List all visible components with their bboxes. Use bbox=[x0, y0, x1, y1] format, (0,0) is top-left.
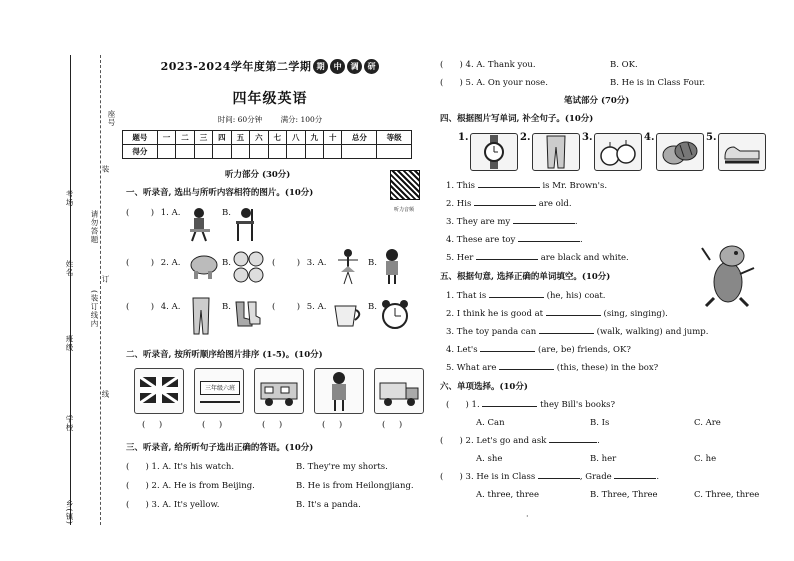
s6-question-tail: . bbox=[597, 436, 600, 446]
s4-prefix: 3. They are my bbox=[446, 217, 511, 227]
blank-input[interactable] bbox=[539, 333, 594, 334]
s4-suffix: is Mr. Brown's. bbox=[542, 181, 608, 191]
s2-paren-2[interactable]: ( ) bbox=[202, 420, 223, 430]
stamp-char: 中 bbox=[330, 59, 345, 74]
blank-input[interactable] bbox=[489, 297, 544, 298]
s4-suffix: are old. bbox=[538, 199, 572, 209]
cup-figure bbox=[332, 300, 364, 330]
binding-margin bbox=[40, 45, 120, 535]
s1-q3 bbox=[272, 258, 326, 268]
s4-item-3 bbox=[446, 217, 578, 227]
s3-option-a: 2. A. He is from Beijing. bbox=[151, 481, 255, 491]
table-header-cell: 九 bbox=[305, 131, 323, 145]
s5-item-2 bbox=[446, 309, 668, 319]
s2-paren-3[interactable]: ( ) bbox=[262, 420, 283, 430]
answer-paren: ) bbox=[296, 258, 301, 268]
table-header-cell: 七 bbox=[268, 131, 286, 145]
socks-figure bbox=[232, 300, 262, 330]
s4-picture-shoes bbox=[718, 133, 766, 171]
left-column bbox=[122, 58, 418, 159]
answer-paren: ) bbox=[150, 258, 155, 268]
blank-input[interactable] bbox=[549, 442, 597, 443]
score-cell[interactable] bbox=[268, 145, 286, 159]
s2-picture-sign bbox=[194, 368, 244, 414]
girl-figure bbox=[380, 248, 404, 286]
s4-item-1 bbox=[446, 181, 607, 191]
s5-prefix: 1. That is bbox=[446, 291, 487, 301]
s2-picture-flag bbox=[134, 368, 184, 414]
table-header-cell: 三 bbox=[194, 131, 212, 145]
bind-char-xian: 线 bbox=[101, 390, 110, 399]
watch-icon bbox=[479, 135, 509, 169]
score-table-row bbox=[123, 145, 412, 159]
s6-q1: ( ) 1. they Bill's books? bbox=[446, 400, 616, 410]
table-header-cell: 十 bbox=[323, 131, 341, 145]
page-mark: · bbox=[526, 512, 529, 521]
option-label: 5. A. bbox=[306, 302, 327, 312]
score-cell[interactable] bbox=[342, 145, 377, 159]
stamp-char: 期 bbox=[313, 59, 328, 74]
s5-suffix: (walk, walking) and jump. bbox=[596, 327, 709, 337]
s6-question: 3. He is in Class bbox=[465, 472, 536, 482]
s4-num-1: 1. bbox=[458, 132, 469, 143]
s6-q3-b[interactable]: B. Three, Three bbox=[590, 490, 658, 500]
s6-q3-c[interactable]: C. Three, three bbox=[694, 490, 760, 500]
s4-suffix: are black and white. bbox=[540, 253, 629, 263]
stamp-char: 研 bbox=[364, 59, 379, 74]
exam-total: 满分: 100分 bbox=[280, 115, 323, 124]
table-header-cell: 题号 bbox=[123, 131, 158, 145]
qr-label: 听力音频 bbox=[394, 207, 415, 213]
s6-q2-a[interactable]: A. she bbox=[476, 454, 503, 464]
s4-suffix: . bbox=[579, 235, 583, 245]
blank-input[interactable] bbox=[546, 315, 601, 316]
s5-item-5 bbox=[446, 363, 658, 373]
s1-q4 bbox=[126, 302, 180, 312]
s1-q5-b: B. bbox=[368, 302, 377, 312]
s3-q4: ( ) 4. A. Thank you. bbox=[440, 60, 536, 70]
blank-input[interactable] bbox=[513, 223, 575, 224]
blank-input[interactable] bbox=[480, 351, 535, 352]
score-table bbox=[122, 130, 412, 159]
score-table-header bbox=[123, 131, 412, 145]
blank-input[interactable] bbox=[476, 259, 538, 260]
s1-q2 bbox=[126, 258, 180, 268]
chair-figure bbox=[232, 207, 258, 245]
binding-dashed-line bbox=[100, 55, 101, 525]
s1-q3-b: B. bbox=[368, 258, 377, 268]
s4-prefix: 2. His bbox=[446, 199, 472, 209]
option-label: 1. A. bbox=[160, 208, 181, 218]
table-header-cell: 总分 bbox=[342, 131, 377, 145]
s5-item-3 bbox=[446, 327, 708, 337]
answer-paren: ) bbox=[150, 208, 155, 218]
margin-label-town: 乡(镇) bbox=[65, 500, 74, 525]
s4-item-2 bbox=[446, 199, 572, 209]
margin-note-1: (装订线内 bbox=[90, 290, 99, 328]
s5-prefix: 4. Let's bbox=[446, 345, 478, 355]
s6-q1-b[interactable]: B. Is bbox=[590, 418, 610, 428]
trousers-figure bbox=[190, 296, 212, 336]
s4-item-4 bbox=[446, 235, 583, 245]
s2-picture-truck bbox=[374, 368, 424, 414]
s2-paren-4[interactable]: ( ) bbox=[322, 420, 343, 430]
exam-stamp bbox=[313, 59, 379, 74]
alarm-clock-figure bbox=[380, 298, 410, 332]
s5-suffix: (he, his) coat. bbox=[546, 291, 606, 301]
score-cell[interactable] bbox=[176, 145, 194, 159]
answer-paren: ( bbox=[126, 258, 130, 268]
s1-q2-b: B. bbox=[222, 258, 231, 268]
margin-label-room: 考场 bbox=[65, 190, 74, 207]
dancer-figure bbox=[336, 248, 360, 286]
s6-question-tail: they Bill's books? bbox=[540, 400, 616, 410]
margin-label-name: 姓名 bbox=[65, 260, 74, 277]
score-cell[interactable] bbox=[231, 145, 249, 159]
option-label: 2. A. bbox=[160, 258, 181, 268]
stamp-char: 调 bbox=[347, 59, 362, 74]
s3-q1-b: B. They're my shorts. bbox=[296, 462, 388, 472]
s4-prefix: 4. These are toy bbox=[446, 235, 516, 245]
s1-q5 bbox=[272, 302, 326, 312]
s6-q1-c[interactable]: C. Are bbox=[694, 418, 721, 428]
s3-q5: ( ) 5. A. On your nose. bbox=[440, 78, 548, 88]
s6-question: 2. Let's go and ask bbox=[465, 436, 547, 446]
s5-prefix: 3. The toy panda can bbox=[446, 327, 537, 337]
s2-paren-5[interactable]: ( ) bbox=[382, 420, 403, 430]
s5-suffix: (are, be) friends, OK? bbox=[538, 345, 631, 355]
tiger-toy-icon bbox=[660, 135, 700, 169]
score-cell[interactable] bbox=[157, 145, 175, 159]
score-cell[interactable] bbox=[213, 145, 231, 159]
table-header-cell: 等级 bbox=[377, 131, 412, 145]
bind-char-ding: 订 bbox=[101, 275, 110, 284]
answer-paren: ) bbox=[150, 302, 155, 312]
truck-icon bbox=[375, 369, 423, 413]
score-cell[interactable] bbox=[377, 145, 412, 159]
girl-icon bbox=[315, 369, 363, 413]
uk-flag-icon bbox=[135, 369, 183, 413]
s2-picture-girl bbox=[314, 368, 364, 414]
s3-q3: ( ) 3. A. It's yellow. bbox=[126, 500, 220, 510]
blank-input[interactable] bbox=[518, 241, 580, 242]
s6-q1-a[interactable]: A. Can bbox=[476, 418, 505, 428]
s4-suffix: . bbox=[574, 217, 578, 227]
s6-question-end: . bbox=[656, 472, 660, 482]
blank-input[interactable] bbox=[474, 205, 536, 206]
s4-prefix: 5. Her bbox=[446, 253, 474, 263]
section-3-title: 三、听录音, 给所听句子选出正确的答语。(10分) bbox=[126, 443, 314, 453]
shoes-icon bbox=[722, 137, 762, 167]
s3-q5-b: B. He is in Class Four. bbox=[610, 78, 706, 88]
blank-input[interactable] bbox=[499, 369, 554, 370]
table-header-cell: 八 bbox=[287, 131, 305, 145]
section-2-title: 二、听录音, 按所听顺序给图片排序 (1-5)。(10分) bbox=[126, 350, 323, 360]
s6-q3-a[interactable]: A. three, three bbox=[476, 490, 539, 500]
blank-input[interactable] bbox=[538, 478, 580, 479]
s4-num-3: 3. bbox=[582, 132, 593, 143]
s3-option-a: 5. A. On your nose. bbox=[465, 78, 548, 88]
section-5-title: 五、根据句意, 选择正确的单词填空。(10分) bbox=[440, 272, 611, 282]
answer-paren: ( bbox=[272, 302, 276, 312]
margin-note-2: 请勿答题 bbox=[90, 210, 99, 244]
score-cell[interactable] bbox=[250, 145, 268, 159]
year-term: 2023-2024学年度第二学期 bbox=[160, 60, 312, 73]
s4-picture-watch bbox=[470, 133, 518, 171]
score-cell[interactable] bbox=[194, 145, 212, 159]
blank-input[interactable] bbox=[478, 187, 540, 188]
elephant-figure bbox=[188, 252, 220, 280]
section-1-title: 一、听录音, 选出与所听内容相符的图片。(10分) bbox=[126, 188, 314, 198]
s4-num-5: 5. bbox=[706, 132, 717, 143]
exam-time: 时间: 60分钟 bbox=[217, 115, 263, 124]
section-6-title: 六、单项选择。(10分) bbox=[440, 382, 528, 392]
answer-paren: ( bbox=[126, 208, 130, 218]
oranges-icon bbox=[598, 136, 638, 168]
animals-figure bbox=[232, 250, 266, 284]
s3-option-a: 1. A. It's his watch. bbox=[151, 462, 235, 472]
s1-q1 bbox=[126, 208, 180, 218]
s6-q2: ( ) 2. Let's go and ask . bbox=[440, 436, 600, 446]
s4-picture-pants bbox=[532, 133, 580, 171]
option-label: 3. A. bbox=[306, 258, 327, 268]
s3-q1: ( ) 1. A. It's his watch. bbox=[126, 462, 235, 472]
boy-sitting-figure bbox=[187, 207, 213, 245]
s1-q1-b: B. bbox=[222, 208, 231, 218]
train-icon bbox=[255, 369, 303, 413]
s4-num-2: 2. bbox=[520, 132, 531, 143]
qr-code[interactable] bbox=[390, 170, 420, 200]
s3-option-a: 3. A. It's yellow. bbox=[151, 500, 220, 510]
score-cell[interactable] bbox=[323, 145, 341, 159]
table-row-label: 得分 bbox=[123, 145, 158, 159]
s3-q2: ( ) 2. A. He is from Beijing. bbox=[126, 481, 255, 491]
exam-meta bbox=[122, 114, 418, 125]
score-cell[interactable] bbox=[305, 145, 323, 159]
sign-base bbox=[200, 401, 240, 403]
table-header-cell: 四 bbox=[213, 131, 231, 145]
s5-item-1 bbox=[446, 291, 606, 301]
blank-input[interactable] bbox=[482, 406, 537, 407]
s2-answer-parens bbox=[142, 420, 432, 430]
s3-q2-b: B. He is from Heilongjiang. bbox=[296, 481, 414, 491]
listening-heading: 听力部分 (30分) bbox=[225, 170, 291, 180]
s4-prefix: 1. This bbox=[446, 181, 476, 191]
table-header-cell: 二 bbox=[176, 131, 194, 145]
margin-label-class: 班级 bbox=[65, 335, 74, 352]
s2-picture-train bbox=[254, 368, 304, 414]
table-header-cell: 六 bbox=[250, 131, 268, 145]
dragon-mascot-icon bbox=[700, 238, 756, 308]
s4-picture-tigers bbox=[656, 133, 704, 171]
margin-rule bbox=[70, 55, 71, 525]
exam-title: 四年级英语 bbox=[232, 91, 308, 107]
answer-paren: ( bbox=[126, 302, 130, 312]
margin-label-school: 学校 bbox=[65, 415, 74, 432]
s4-picture-oranges bbox=[594, 133, 642, 171]
answer-paren: ) bbox=[296, 302, 301, 312]
s6-question-tail: , Grade bbox=[579, 472, 612, 482]
s3-q3-b: B. It's a panda. bbox=[296, 500, 361, 510]
s6-q2-c[interactable]: C. he bbox=[694, 454, 717, 464]
s3-option-a: 4. A. Thank you. bbox=[465, 60, 536, 70]
s5-prefix: 5. What are bbox=[446, 363, 497, 373]
writing-heading: 笔试部分 (70分) bbox=[564, 96, 630, 106]
s3-q4-b: B. OK. bbox=[610, 60, 638, 70]
table-header-cell: 五 bbox=[231, 131, 249, 145]
margin-label-seat: 座号 bbox=[107, 110, 116, 127]
s5-prefix: 2. I think he is good at bbox=[446, 309, 544, 319]
section-4-title: 四、根据图片写单词, 补全句子。(10分) bbox=[440, 114, 594, 124]
s6-q2-b[interactable]: B. her bbox=[590, 454, 617, 464]
pants-icon bbox=[543, 135, 569, 169]
s4-num-4: 4. bbox=[644, 132, 655, 143]
blank-input[interactable] bbox=[614, 478, 656, 479]
s5-suffix: (this, these) in the box? bbox=[556, 363, 659, 373]
score-cell[interactable] bbox=[287, 145, 305, 159]
table-header-cell: 一 bbox=[157, 131, 175, 145]
bind-char-zhuang: 装 bbox=[101, 165, 110, 174]
exam-header bbox=[122, 58, 418, 74]
s5-item-4 bbox=[446, 345, 631, 355]
option-label: 4. A. bbox=[160, 302, 181, 312]
s6-question: 1. bbox=[471, 400, 480, 410]
s5-suffix: (sing, singing). bbox=[603, 309, 668, 319]
s2-paren-1[interactable]: ( ) bbox=[142, 420, 163, 430]
class-sign: 三年级六班 bbox=[200, 381, 240, 395]
answer-paren: ( bbox=[272, 258, 276, 268]
s1-q4-b: B. bbox=[222, 302, 231, 312]
s6-q3: ( ) 3. He is in Class , Grade . bbox=[440, 472, 660, 482]
s4-item-5 bbox=[446, 253, 629, 263]
